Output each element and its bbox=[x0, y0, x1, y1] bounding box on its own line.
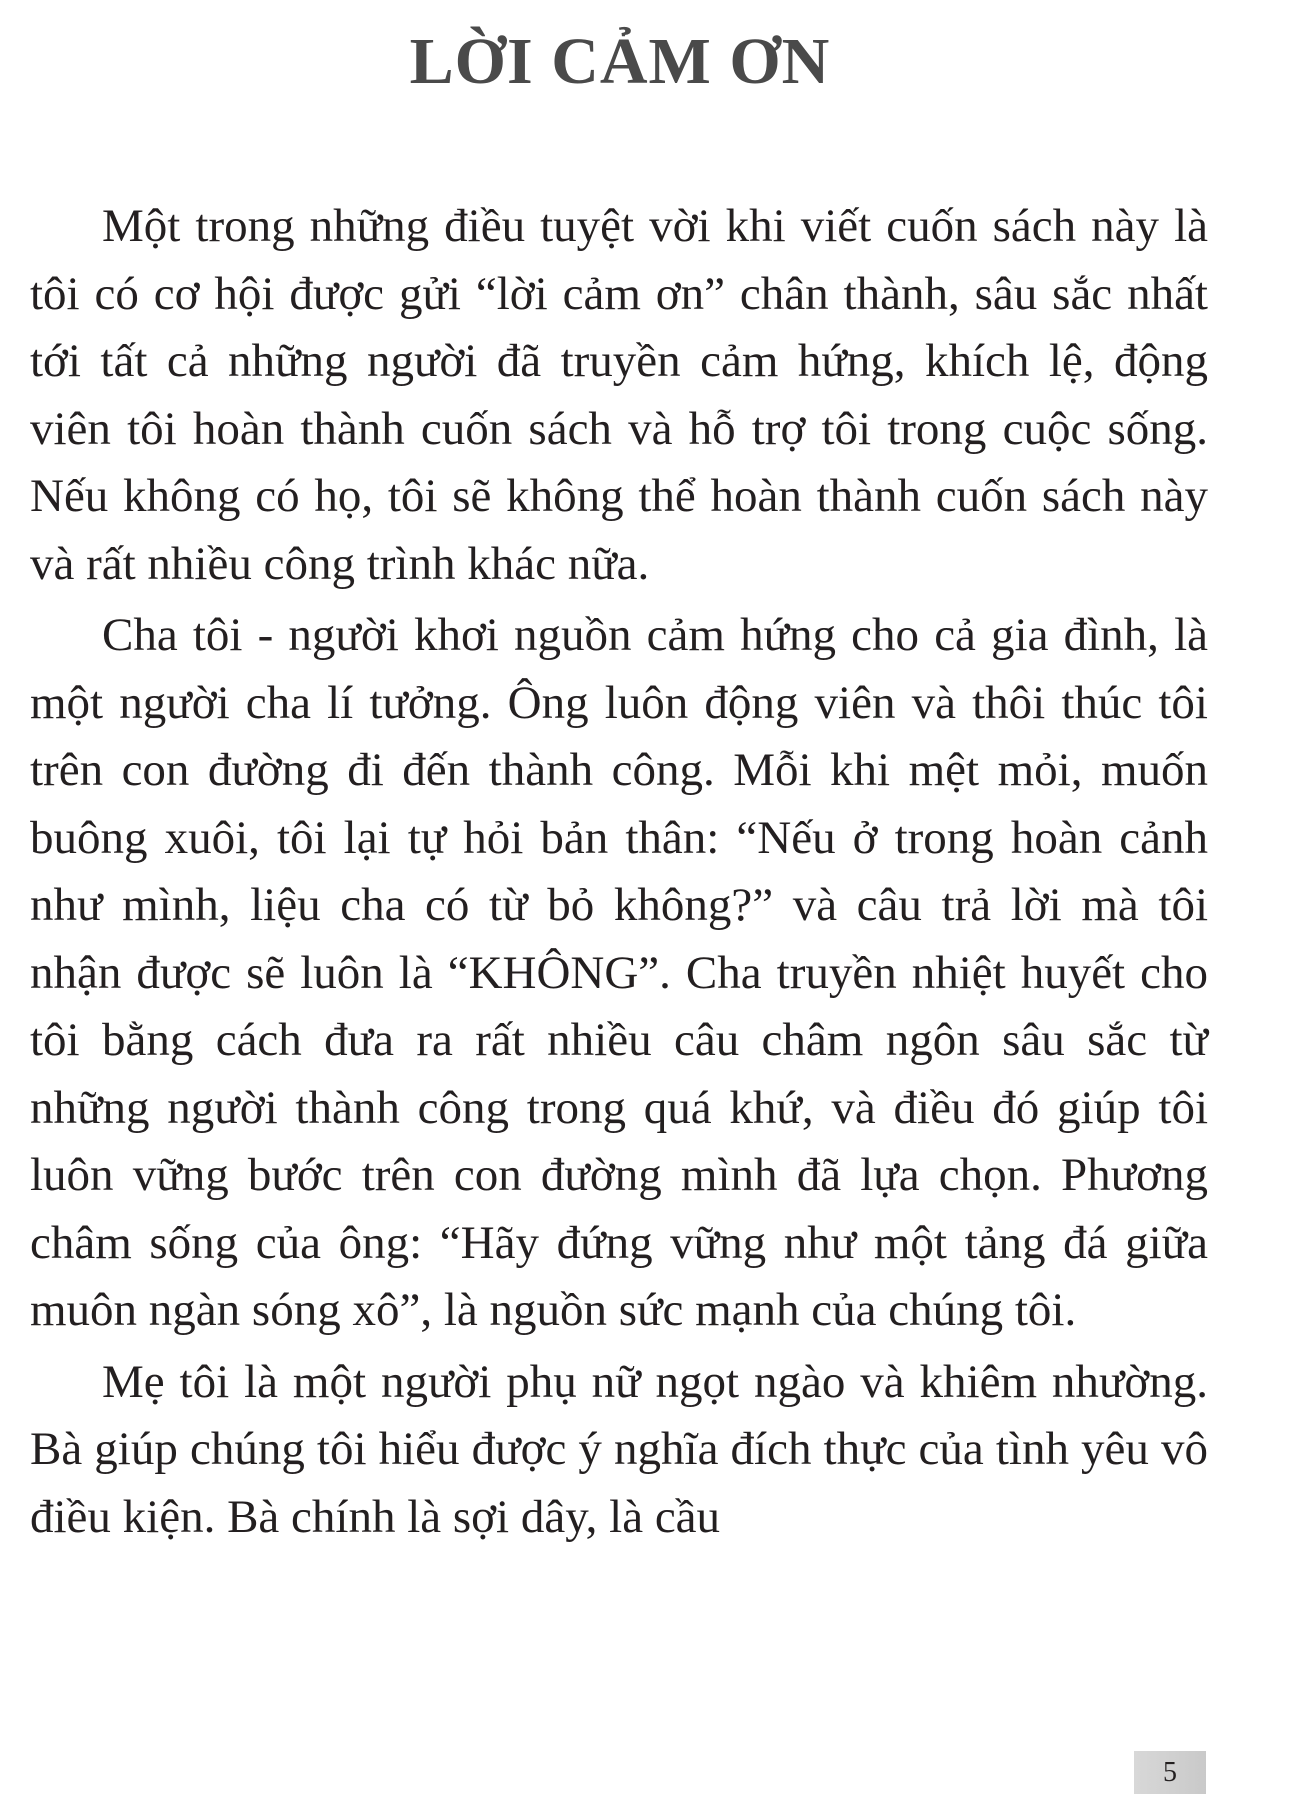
paragraph-1: Một trong những điều tuyệt vời khi viết cuốn sách này là tôi có cơ hội được gửi “lời cảm ơn” chân thành, sâu sắc nhất tới tất cả những người đã truyền cảm hứng, khích lệ, động viên tôi hoàn thành cuốn sách và hỗ trợ tôi trong cuộc sống. Nếu không có họ, tôi sẽ không thể hoàn thành cuốn sách này và rất nhiều công trình khác nữa. bbox=[30, 200, 1208, 590]
paragraph-2: Cha tôi - người khơi nguồn cảm hứng cho cả gia đình, là một người cha lí tưởng. Ông luôn động viên và thôi thúc tôi trên con đường đi đến thành công. Mỗi khi mệt mỏi, muốn buông xuôi, tôi lại tự hỏi bản thân: “Nếu ở trong hoàn cảnh như mình, liệu cha có từ bỏ không?” và câu trả lời mà tôi nhận được sẽ luôn là “KHÔNG”. Cha truyền nhiệt huyết cho tôi bằng cách đưa ra rất nhiều câu châm ngôn sâu sắc từ những người thành công trong quá khứ, và điều đó giúp tôi luôn vững bước trên con đường mình đã lựa chọn. Phương châm sống của ông: “Hãy đứng vững như một tảng đá giữa muôn ngàn sóng xô”, là nguồn sức mạnh của chúng tôi. bbox=[30, 609, 1208, 1336]
body-text bbox=[30, 193, 1208, 1555]
page-title: LỜI CẢM ƠN bbox=[409, 25, 831, 98]
page-number: 5 bbox=[1134, 1751, 1206, 1794]
paragraph-3: Mẹ tôi là một người phụ nữ ngọt ngào và khiêm nhường. Bà giúp chúng tôi hiểu được ý nghĩa đích thực của tình yêu vô điều kiện. Bà chính là sợi dây, là cầu bbox=[30, 1355, 1208, 1543]
